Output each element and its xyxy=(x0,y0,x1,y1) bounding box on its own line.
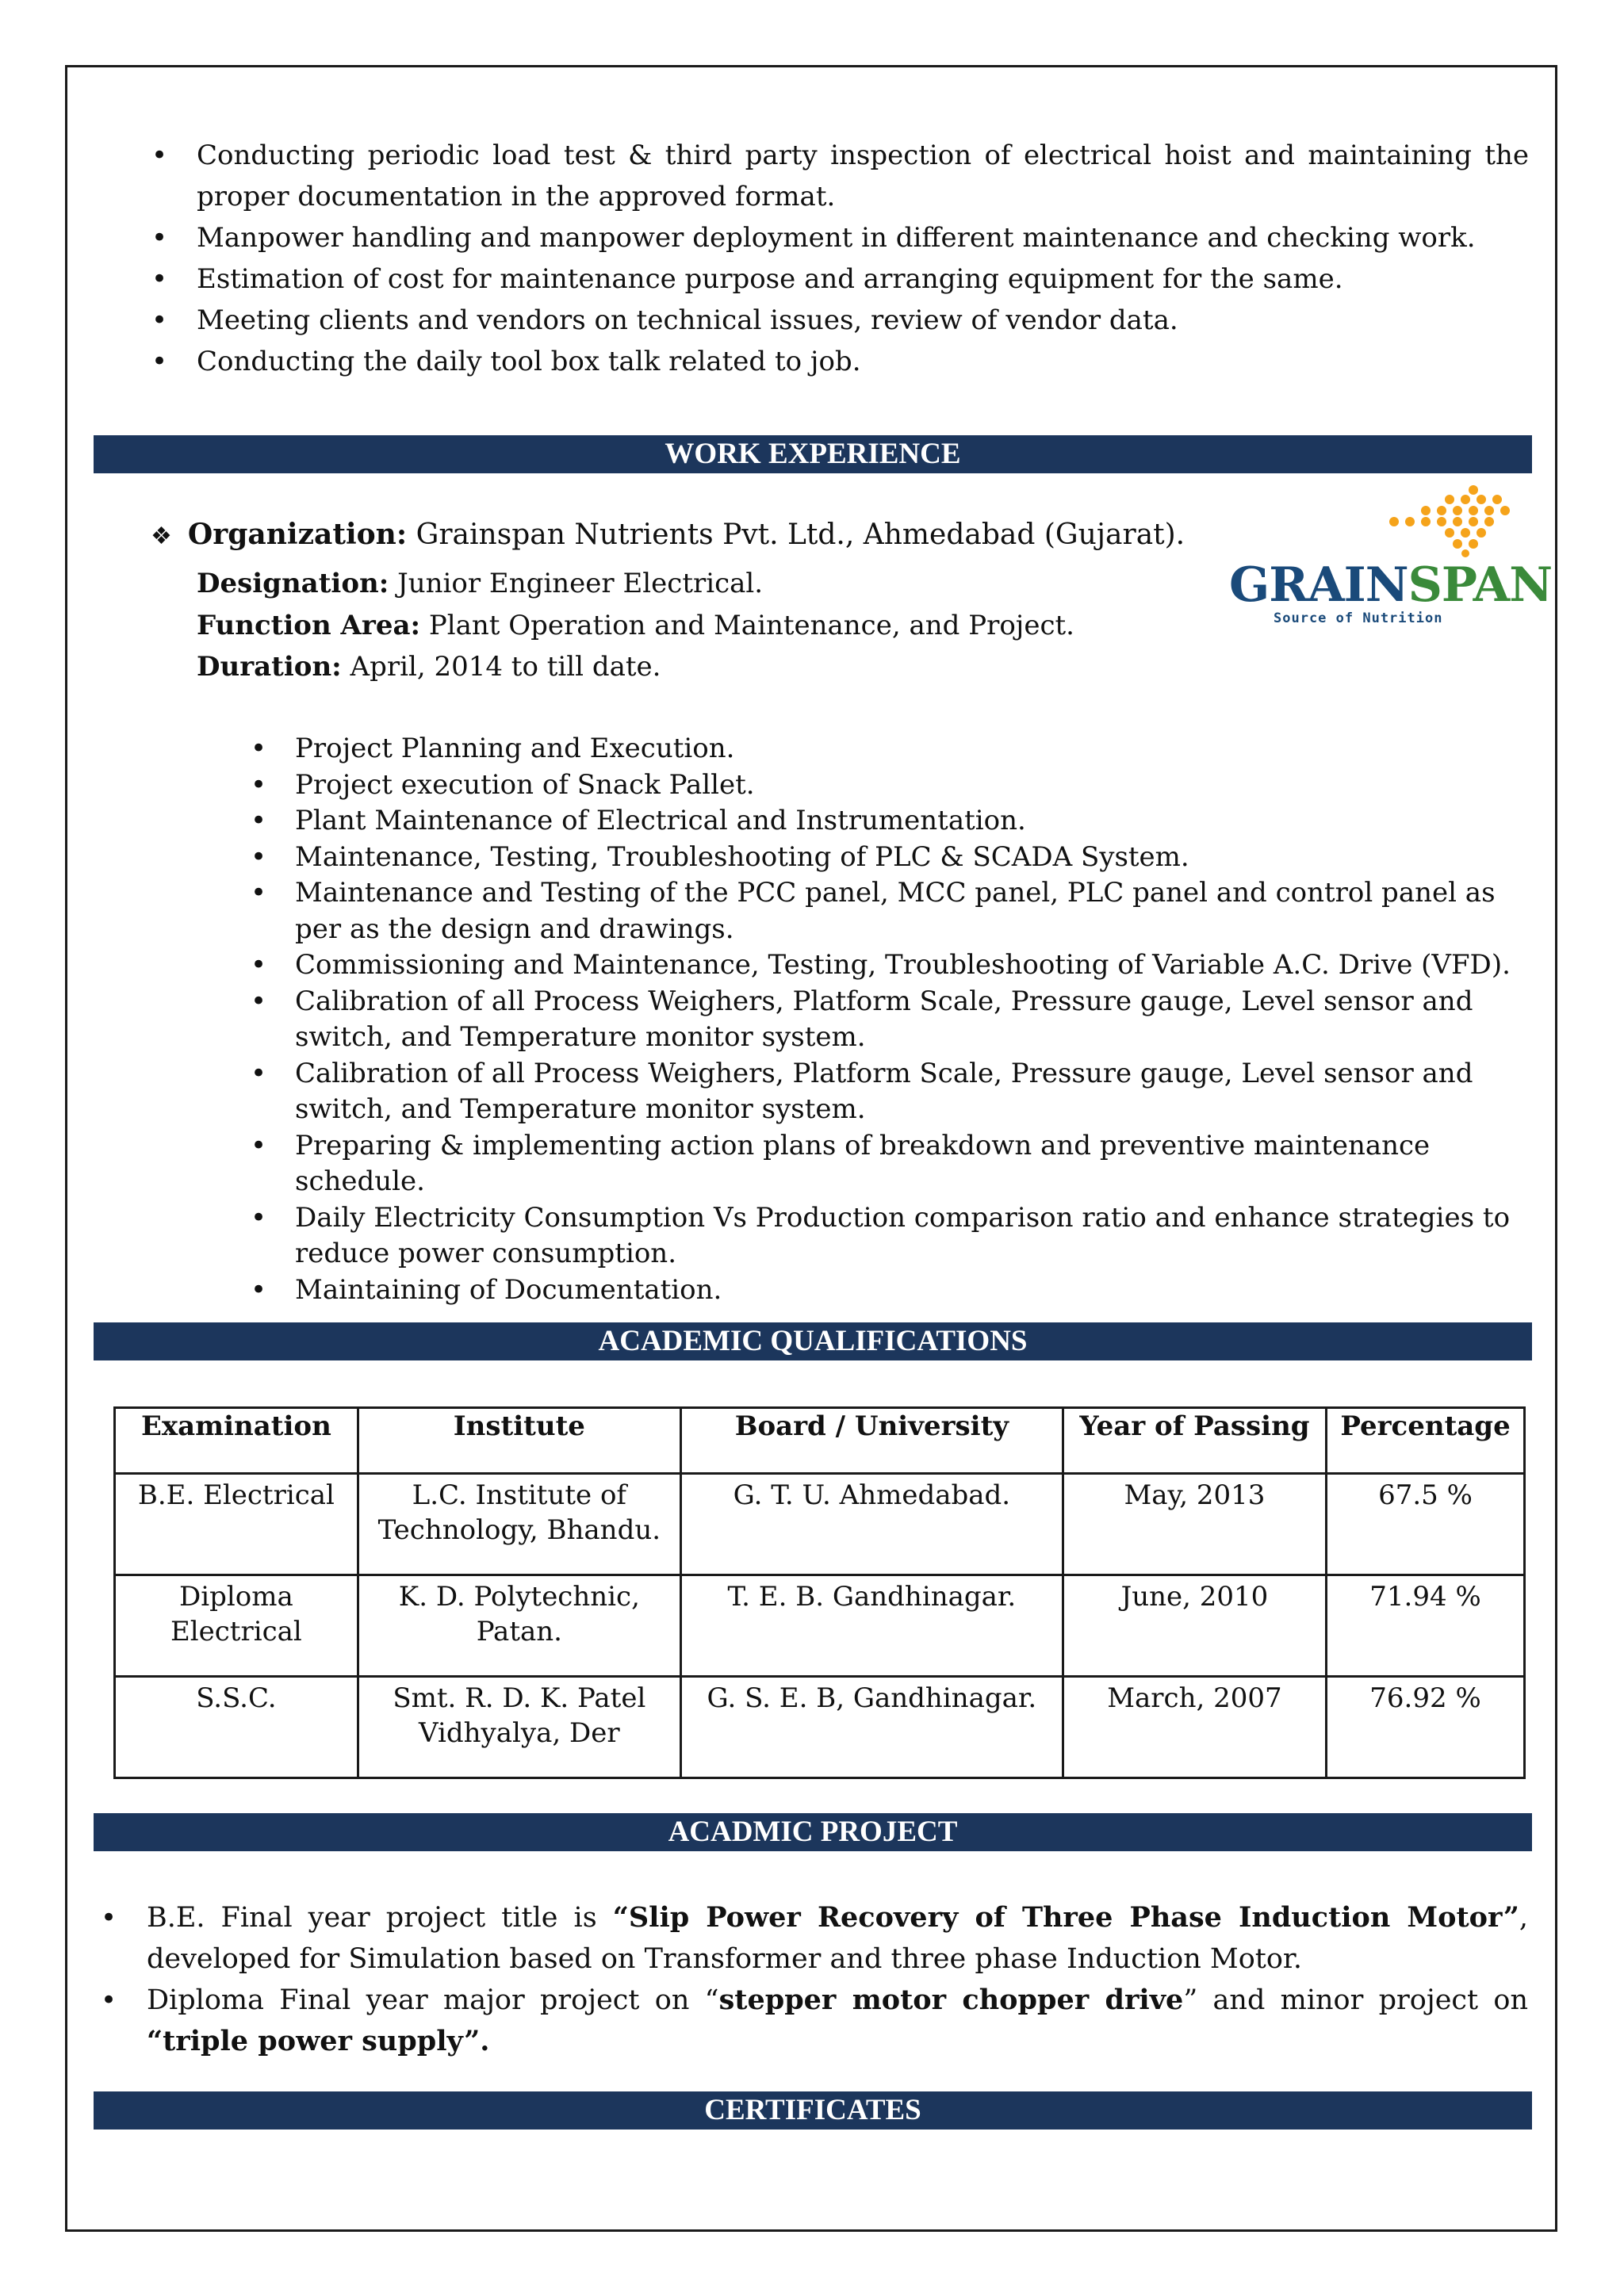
table-cell: 76.92 % xyxy=(1327,1677,1525,1778)
column-header: Percentage xyxy=(1327,1408,1525,1474)
table-cell: 71.94 % xyxy=(1327,1575,1525,1677)
column-header: Board / University xyxy=(680,1408,1063,1474)
diamond-bullet-icon: ❖ xyxy=(151,522,172,550)
list-item: • Maintenance, Testing, Troubleshooting of PLC & SCADA System. xyxy=(295,840,1528,876)
duration-label: Duration: xyxy=(197,651,342,683)
list-item: • Plant Maintenance of Electrical and Instrumentation. xyxy=(295,803,1528,840)
column-header: Year of Passing xyxy=(1063,1408,1326,1474)
certificates-header: CERTIFICATES xyxy=(94,2091,1532,2130)
work-experience-header: WORK EXPERIENCE xyxy=(94,435,1532,473)
table-cell: Smt. R. D. K. Patel Vidhyalya, Der xyxy=(358,1677,680,1778)
table-cell: L.C. Institute of Technology, Bhandu. xyxy=(358,1474,680,1575)
responsibilities-list xyxy=(197,135,1529,382)
function-area-label: Function Area: xyxy=(197,610,421,641)
list-item: • Diploma Final year major project on “stepper motor chopper drive” and minor project on “triple power supply”. xyxy=(147,1980,1528,2062)
academic-qualifications-header: ACADEMIC QUALIFICATIONS xyxy=(94,1322,1532,1360)
table-row xyxy=(115,1677,1525,1778)
duration-line xyxy=(197,646,661,687)
duration-value: April, 2014 to till date. xyxy=(341,651,661,683)
function-area-value: Plant Operation and Maintenance, and Project. xyxy=(420,610,1074,641)
table-header-row xyxy=(115,1408,1525,1474)
designation-value: Junior Engineer Electrical. xyxy=(389,568,764,599)
table-cell: S.S.C. xyxy=(115,1677,358,1778)
table-row xyxy=(115,1474,1525,1575)
table-cell: Diploma Electrical xyxy=(115,1575,358,1677)
list-item: • B.E. Final year project title is “Slip Power Recovery of Three Phase Induction Motor”, developed for Simulation based on Transformer and three phase Induction Motor. xyxy=(147,1897,1528,1980)
list-item: • Preparing & implementing action plans of breakdown and preventive maintenance schedule. xyxy=(295,1128,1528,1200)
table-cell: May, 2013 xyxy=(1063,1474,1326,1575)
list-item: • Conducting periodic load test & third party inspection of electrical hoist and maintaining the proper documentation in the approved format. xyxy=(197,135,1529,217)
list-item: • Calibration of all Process Weighers, Platform Scale, Pressure gauge, Level sensor and switch, and Temperature monitor system. xyxy=(295,984,1528,1056)
table-cell: G. S. E. B, Gandhinagar. xyxy=(680,1677,1063,1778)
organization-value: Grainspan Nutrients Pvt. Ltd., Ahmedabad (Gujarat). xyxy=(407,519,1185,551)
logo-tagline: Source of Nutrition xyxy=(1274,610,1443,626)
academic-project-header: ACADMIC PROJECT xyxy=(94,1813,1532,1851)
designation-label: Designation: xyxy=(197,568,389,599)
table-row xyxy=(115,1575,1525,1677)
list-item: • Maintaining of Documentation. xyxy=(295,1272,1528,1309)
table-cell: 67.5 % xyxy=(1327,1474,1525,1575)
grain-dots-icon xyxy=(1346,482,1521,557)
organization-label: Organization: xyxy=(187,518,408,551)
table-cell: K. D. Polytechnic, Patan. xyxy=(358,1575,680,1677)
work-duties-list xyxy=(295,731,1528,1308)
table-cell: T. E. B. Gandhinagar. xyxy=(680,1575,1063,1677)
academic-table xyxy=(113,1406,1526,1779)
list-item: • Daily Electricity Consumption Vs Production comparison ratio and enhance strategies to reduce power consumption. xyxy=(295,1200,1528,1272)
table-cell: G. T. U. Ahmedabad. xyxy=(680,1474,1063,1575)
logo-wordmark: GRAINSPAN xyxy=(1229,557,1553,613)
list-item: • Manpower handling and manpower deployment in different maintenance and checking work. xyxy=(197,217,1529,258)
table-cell: B.E. Electrical xyxy=(115,1474,358,1575)
function-area-line xyxy=(197,605,1074,646)
column-header: Institute xyxy=(358,1408,680,1474)
project-list xyxy=(147,1897,1528,2062)
list-item: • Conducting the daily tool box talk related to job. xyxy=(197,341,1529,382)
list-item: • Calibration of all Process Weighers, Platform Scale, Pressure gauge, Level sensor and switch, and Temperature monitor system. xyxy=(295,1056,1528,1128)
table-cell: March, 2007 xyxy=(1063,1677,1326,1778)
list-item: • Project execution of Snack Pallet. xyxy=(295,767,1528,804)
list-item: • Estimation of cost for maintenance purpose and arranging equipment for the same. xyxy=(197,258,1529,300)
list-item: • Meeting clients and vendors on technical issues, review of vendor data. xyxy=(197,300,1529,341)
list-item: • Project Planning and Execution. xyxy=(295,731,1528,767)
designation-line xyxy=(197,563,763,604)
column-header: Examination xyxy=(115,1408,358,1474)
table-cell: June, 2010 xyxy=(1063,1575,1326,1677)
list-item: • Commissioning and Maintenance, Testing, Troubleshooting of Variable A.C. Drive (VFD). xyxy=(295,947,1528,984)
organization-line xyxy=(151,514,1185,557)
list-item: • Maintenance and Testing of the PCC panel, MCC panel, PLC panel and control panel as per as the design and drawings. xyxy=(295,875,1528,947)
grainspan-logo xyxy=(1228,482,1553,633)
